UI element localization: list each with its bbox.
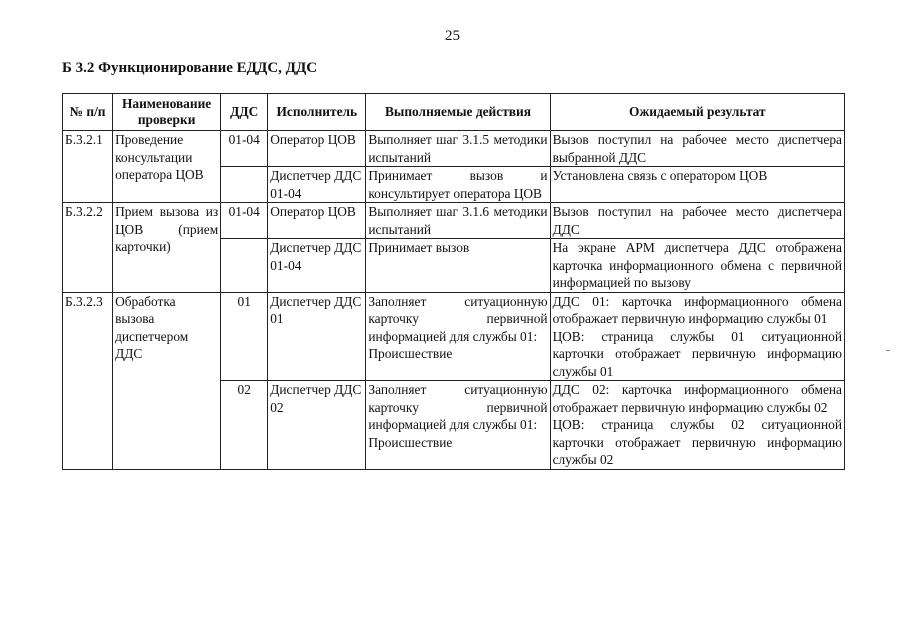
cell-actions — [366, 292, 550, 381]
cell-dds: 01 — [221, 292, 268, 381]
cell-check-name: Прием вызова из ЦОВ (прием карточки) — [113, 203, 221, 293]
cell-check-name: Обработка вызова диспетчером ДДС — [113, 292, 221, 469]
cell-num: Б.3.2.1 — [63, 131, 113, 203]
result-text: Вызов поступил на рабочее место диспетчера ДДС — [552, 204, 842, 237]
header-check-name: Наименование проверки — [113, 94, 221, 131]
action-text: Заполняет ситуационную карточку первичной информацией для службы 01: — [368, 382, 548, 432]
table-row — [63, 203, 845, 239]
table-header-row — [63, 94, 845, 131]
cell-result — [550, 292, 844, 381]
cell-result — [550, 381, 844, 470]
margin-mark — [886, 350, 890, 351]
action-text: Заполняет ситуационную карточку первичной информацией для службы 01: — [368, 293, 548, 344]
cell-num: Б.3.2.2 — [63, 203, 113, 293]
cell-executor: Диспетчер ДДС 01-04 — [268, 167, 366, 203]
header-result: Ожидаемый результат — [550, 94, 844, 131]
table-row — [63, 292, 845, 381]
cell-actions — [366, 239, 550, 293]
result-text: ДДС 01: карточка информационного обмена отображает первичную информацию службы 01 — [552, 293, 842, 326]
cell-actions — [366, 131, 550, 167]
table-row — [63, 131, 845, 167]
cell-check-name: Проведение консультации оператора ЦОВ — [113, 131, 221, 203]
action-text: Происшествие — [368, 434, 453, 450]
cell-result — [550, 131, 844, 167]
cell-executor: Оператор ЦОВ — [268, 203, 366, 239]
cell-result — [550, 203, 844, 239]
cell-executor: Оператор ЦОВ — [268, 131, 366, 167]
result-text: На экране АРМ диспетчера ДДС отображена карточка информационного обмена с первичной информацией по вызову — [552, 240, 842, 290]
cell-dds: 01-04 — [221, 203, 268, 239]
action-text: Принимает вызов — [368, 240, 470, 255]
action-text: Выполняет шаг 3.1.5 методики испытаний — [368, 132, 548, 165]
header-executor: Исполнитель — [268, 94, 366, 131]
cell-executor: Диспетчер ДДС 02 — [268, 381, 366, 470]
section-title: Б 3.2 Функционирование ЕДДС, ДДС — [62, 60, 318, 76]
cell-result — [550, 167, 844, 203]
result-text: Вызов поступил на рабочее место диспетчера выбранной ДДС — [552, 132, 842, 165]
header-actions: Выполняемые действия — [366, 94, 550, 131]
test-table — [62, 93, 845, 470]
cell-dds — [221, 167, 268, 203]
cell-dds: 01-04 — [221, 131, 268, 167]
cell-executor: Диспетчер ДДС 01-04 — [268, 239, 366, 293]
cell-actions — [366, 203, 550, 239]
table-body — [63, 131, 845, 470]
cell-dds: 02 — [221, 381, 268, 470]
page-number: 25 — [445, 28, 460, 44]
cell-actions — [366, 381, 550, 470]
cell-executor: Диспетчер ДДС 01 — [268, 292, 366, 381]
action-text: Происшествие — [368, 346, 453, 361]
result-text: ЦОВ: страница службы 02 ситуационной карточки отображает первичную информацию службы 02 — [552, 417, 842, 467]
cell-result — [550, 239, 844, 293]
action-text: Выполняет шаг 3.1.6 методики испытаний — [368, 204, 548, 237]
cell-dds — [221, 239, 268, 293]
header-num: № п/п — [63, 94, 113, 131]
header-dds: ДДС — [221, 94, 268, 131]
cell-actions — [366, 167, 550, 203]
result-text: Установлена связь с оператором ЦОВ — [552, 168, 768, 183]
result-text: ДДС 02: карточка информационного обмена отображает первичную информацию службы 02 — [552, 382, 842, 415]
cell-num: Б.3.2.3 — [63, 292, 113, 469]
action-text: Принимает вызов и консультирует оператора ЦОВ — [368, 168, 548, 201]
result-text: ЦОВ: страница службы 01 ситуационной карточки отображает первичную информацию службы 01 — [552, 328, 842, 379]
